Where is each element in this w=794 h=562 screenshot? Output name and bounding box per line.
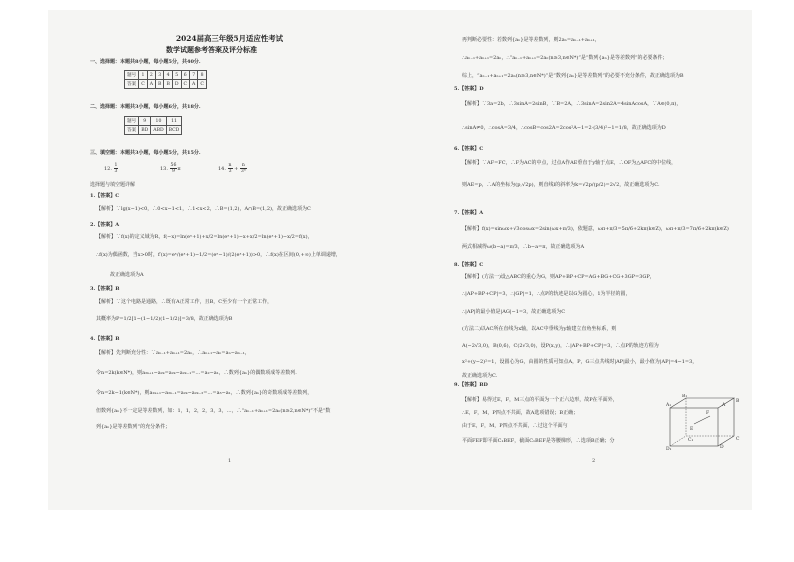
solution-text: 【解析】(方法一)设△ABC的重心为G，则AP+BP+CP=AG+BG+CG+3GP=3GP， [462, 274, 655, 280]
answer-label: 1.【答案】C [90, 193, 120, 199]
solution-text: 综上，“aₙ₋₁+aₙ₊₁=2aₙ(n≥3,n∈N*)”是“数列{aₙ}是等差数列”的必要不充分条件，故正确选项为B [462, 73, 684, 79]
solution-text: 但数列{aₙ}不一定是等差数列，如：1，1，2，2，3，3，…，∴“aₙ₋₁+aₙ₊₁=2aₙ(n≥2,n∈N*)”不是“数 [96, 408, 331, 414]
doc-subtitle: 数学试题参考答案及评分标准 [166, 45, 257, 54]
fraction [240, 163, 247, 174]
solution-text: 故正确选项为A [110, 272, 144, 278]
table-cell: C [181, 80, 190, 89]
solution-text: 【解析】先判断充分性：∵aₙ₋₁+aₙ₊₁=2aₙ，∴aₙ₊₁−aₙ=aₙ−aₙ₋₁， [96, 350, 250, 356]
fraction [228, 163, 233, 174]
solution-text: ∴f(x)为偶函数，当x>0时，f′(x)=eˣ/(eˣ+1)−1/2=(eˣ−1)/(2(eˣ+1))>0，∴f(x)在区间(0,+∞)上单调递增， [96, 252, 341, 258]
table-cell: 10 [151, 117, 166, 126]
answer-label: 3.【答案】B [90, 286, 120, 292]
solution-text: ∴sinA≠0，∴cosA=3/4，∴cosB=cos2A=2cos²A−1=2·(3/4)²−1=1/8，故正确选项为D [462, 125, 666, 131]
table-cell: 9 [139, 117, 151, 126]
detail-heading: 选择题与填空题详解 [90, 182, 136, 188]
answer-label: 4.【答案】B [90, 336, 120, 342]
solution-text: 【解析】∵lg(x−1)<0，∴0<x−1<1，∴1<x<2，∴B=(1,2)，A∩B=(1,2)，故正确选项为C [96, 206, 311, 212]
question-number: 14. [218, 166, 226, 172]
table-cell: 答案 [125, 80, 139, 89]
solution-text: 【解析】f(x)=sinωx+√3cosωx=2sin(ωx+π/3)，依题意，ωπ+π/3=5π/6+2kπ(k∈Z)，ωπ+π/3=7π/6+2kπ(k∈Z) [462, 226, 729, 232]
solution-text: 【解析】∵AF=FC，∴F为AC的中点，过点A作AE垂直于y轴于点E，∴OF为△AFC的中位线， [462, 160, 677, 166]
solution-text: 【解析】∵f(x)的定义域为R，f(−x)=ln(eˣ+1)+x/2=ln(eˣ+1)−x+x/2=ln(eˣ+1)−x/2=f(x)， [96, 234, 313, 240]
solution-text: 平面FEF即平面C₁BEF，截面C₁BEF是等腰梯形，∴选项B正确；分 [462, 438, 615, 444]
solution-text: (方法二)以AC所在直线为x轴，以AC中垂线为y轴建立直角坐标系，则 [462, 326, 617, 332]
table-cell: 1 [139, 71, 148, 80]
vertex-label: E [690, 427, 694, 432]
solution-text: A(−2√3,0)，B(0,6)，C(2√3,0)，设P(x,y)，∴|AP+BP+CP|=3，∴点P的轨迹方程为 [462, 343, 659, 349]
table-cell: 3 [156, 71, 164, 80]
answer-label: 8.【答案】C [454, 262, 484, 268]
math-symbol: π [177, 166, 181, 172]
numerator: n [241, 163, 245, 168]
table-cell: 7 [190, 71, 198, 80]
numerator: 56 [170, 163, 177, 168]
table-cell: BD [139, 126, 151, 135]
table-cell: D [172, 80, 181, 89]
solution-text: 由于E，F，M，P四点不共面，∴过这个平面与 [462, 423, 568, 429]
section-heading: 二、选择题：本题共3小题，每小题6分，共18分. [90, 104, 201, 110]
cube-right-edge [718, 398, 734, 446]
section-heading: 三、填空题：本题共3小题，每小题5分，共15分. [90, 150, 201, 156]
table-cell: A [190, 80, 198, 89]
vertex-label: B [736, 399, 740, 404]
solution-text: 令n=2k(k∈N*)，则a₂ₖ₊₁−a₂ₖ=a₂ₖ−a₂ₖ₋₁=…=a₂−a₁，∴数列{aₙ}的偶数项成等差数列. [96, 370, 297, 376]
vertex-label: F [706, 411, 710, 416]
numerator: 1 [114, 163, 118, 168]
table-cell: BCD [166, 126, 182, 135]
table-cell: A [147, 80, 155, 89]
cube-hidden-edges [670, 436, 734, 446]
answer-label: 2.【答案】A [90, 222, 120, 228]
table-cell: 题号 [125, 117, 139, 126]
exam-answer-sheet [48, 10, 752, 510]
table-cell: C [139, 80, 148, 89]
section-heading: 一、选择题：本题共8小题，每小题5分，共40分. [90, 59, 201, 65]
solution-text: 再判断必要性：若数列{aₙ}是等差数列，则2aₙ=aₙ₋₁+aₙ₊₁， [462, 37, 600, 43]
solution-text: 其概率为P=1/2[1−(1−1/2)(1−1/2)]=3/8，故正确选项为B [96, 316, 233, 322]
math-symbol: + [234, 166, 239, 172]
table-cell: 题号 [125, 71, 139, 80]
numerator: n [228, 163, 232, 168]
solution-text: ∴E，F，M，P四点不共面，故A选项错误；B正确； [462, 410, 579, 416]
answer-table-1 [124, 70, 207, 89]
cube-diagram [666, 394, 742, 450]
page-number: 1 [228, 458, 232, 464]
solution-text: ∴aₙ₋₁+aₙ₊₁=2aₙ，∴“aₙ₋₁+aₙ₊₁=2aₙ(n≥3,n∈N*)”是“数列{aₙ}是等差数列”的必要条件； [462, 55, 668, 61]
vertex-label: B₁ [682, 394, 688, 399]
table-row [125, 71, 207, 80]
solution-text: ∴|AP|的最小值是|AG|−1=3，故正确选项为C [462, 309, 566, 315]
denominator: 3ⁿ [240, 169, 246, 174]
fraction [114, 163, 119, 174]
solution-text: 则AE=p，∴A的坐标为(p,√2p)，则直线l的斜率为k=√2p/(p/2)=2√2，故正确选项为C. [462, 182, 660, 188]
solution-text: 两式相减得ω(b−a)=π/3，∴b−a=π，故正确选项为A [462, 244, 585, 250]
solution-text: 令n=2k−1(k∈N*)，则a₂ₖ₊₁−a₂ₖ₋₁=a₂ₖ−a₂ₖ₋₂=…=a₃−a₁，∴数列{aₙ}的奇数项成等差数列， [96, 390, 313, 396]
table-cell: 2 [147, 71, 155, 80]
vertex-label: A₁ [666, 403, 672, 408]
doc-title: 2024届高三年级5月适应性考试 [176, 34, 284, 43]
table-cell: B [156, 80, 164, 89]
solution-text: ∴|AP+BP+CP|=3，∴|GP|=1，∴点P的轨迹是以G为圆心，1为半径的圆， [462, 291, 631, 297]
answer-table-2 [124, 116, 182, 135]
table-row [125, 117, 182, 126]
table-cell: B [164, 80, 172, 89]
solution-text: 【解析】易得过E，F，M三点的平面为一个正六边形，故P在平面外， [462, 397, 618, 403]
table-cell: 5 [172, 71, 181, 80]
section-line [694, 416, 710, 424]
table-cell: C [198, 80, 207, 89]
solution-text: 列{aₙ}是等差数列”的充分条件； [96, 424, 171, 430]
table-cell: 8 [198, 71, 207, 80]
table-cell: 答案 [125, 126, 139, 135]
cube-front-face [670, 408, 718, 446]
table-cell: ABD [151, 126, 166, 135]
fill-answer-14 [218, 163, 247, 174]
question-number: 12. [104, 166, 112, 172]
solution-text: x²+(y−2)²=1，设圆心为G，由圆的性质可知点A，P，G三点共线时|AP|最小，最小值为|AP|=4−1=3， [462, 359, 698, 365]
table-row [125, 126, 182, 135]
table-cell: 4 [164, 71, 172, 80]
vertex-label: D [720, 445, 724, 450]
vertex-label: D₁ [666, 447, 672, 450]
denominator: 3 [114, 169, 118, 174]
question-number: 13. [160, 166, 168, 172]
answer-label: 6.【答案】C [454, 146, 484, 152]
table-cell: 11 [166, 117, 182, 126]
denominator: 3 [228, 169, 232, 174]
answer-label: 9.【答案】BD [454, 382, 488, 388]
vertex-label: C [736, 437, 740, 442]
fill-answer-13 [160, 163, 181, 174]
denominator: 9 [172, 169, 175, 174]
table-row [125, 80, 207, 89]
page-number: 2 [592, 458, 596, 464]
vertex-label: C₁ [688, 438, 694, 443]
answer-label: 5.【答案】D [454, 86, 484, 92]
solution-text: 【解析】∵3a=2b，∴3sinA=2sinB，∵B=2A，∴3sinA=2sin2A=4sinAcosA，∵A∈(0,π)， [462, 101, 682, 107]
vertex-label: A [722, 403, 726, 408]
answer-label: 7.【答案】A [454, 210, 484, 216]
fill-answer-12 [104, 163, 118, 174]
table-cell: 6 [181, 71, 190, 80]
solution-text: 【解析】∵这个电路是通路，∴既有A正常工作，且B，C至少有一个正常工作， [96, 299, 273, 305]
solution-text: 故正确选项为C. [462, 373, 498, 379]
